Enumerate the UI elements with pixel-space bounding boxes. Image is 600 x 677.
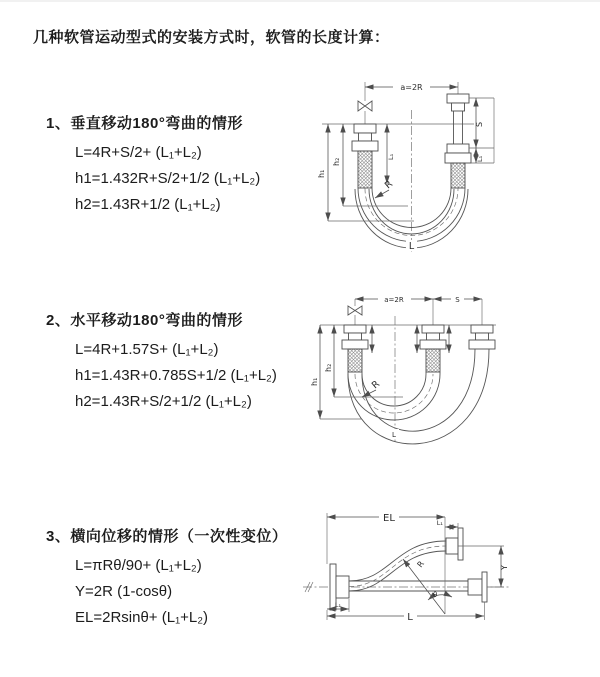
formula-list bbox=[75, 553, 287, 631]
section-vertical-move bbox=[46, 112, 260, 218]
dim-label-l: L bbox=[392, 431, 396, 439]
dim-label-r: R bbox=[382, 178, 395, 192]
dim-label-l: L bbox=[407, 612, 413, 623]
dim-label-s: S bbox=[475, 121, 484, 127]
dim-label-l1-top: L₁ bbox=[436, 519, 443, 527]
formula-line: h2=1.43R+S/2+1/2 (L₁+L₂) bbox=[75, 393, 252, 410]
section-horizontal-move bbox=[46, 309, 277, 415]
left-fitting bbox=[342, 325, 368, 372]
braided-hose-section bbox=[348, 349, 362, 372]
formula-line: L=4R+S/2+ (L₁+L₂) bbox=[75, 144, 202, 161]
right-fitting bbox=[445, 94, 471, 188]
braided-hose-section bbox=[358, 151, 372, 188]
diagram-horizontal-180-bend bbox=[308, 286, 518, 454]
formula-line: h1=1.43R+0.785S+1/2 (L₁+L₂) bbox=[75, 367, 277, 384]
braided-hose-section bbox=[451, 163, 465, 188]
dim-label-h2: h₂ bbox=[324, 363, 333, 372]
middle-fitting bbox=[420, 325, 446, 372]
valve-icon bbox=[348, 306, 362, 315]
dim-label-h2: h₂ bbox=[332, 157, 341, 166]
dim-label-h1: h₁ bbox=[317, 169, 326, 178]
formula-line: h1=1.432R+S/2+1/2 (L₁+L₂) bbox=[75, 170, 261, 187]
hose-straight-position bbox=[349, 581, 468, 591]
formula-line: L=4R+1.57S+ (L₁+L₂) bbox=[75, 341, 219, 358]
formula-list bbox=[75, 337, 277, 415]
upper-flange-displaced bbox=[446, 528, 463, 560]
dim-label-h1: h₁ bbox=[310, 377, 319, 386]
valve-icon bbox=[358, 101, 372, 111]
dim-label-s: S bbox=[455, 296, 460, 304]
formula-line: h2=1.43R+1/2 (L₁+L₂) bbox=[75, 196, 221, 213]
section-heading: 1、垂直移动180°弯曲的情形 bbox=[46, 115, 243, 132]
dim-label-el: EL bbox=[383, 513, 395, 524]
dim-label-y: Y bbox=[500, 565, 509, 570]
angle-arc bbox=[428, 595, 452, 600]
right-flange bbox=[468, 572, 487, 602]
dim-label-l1-bottom: L₁ bbox=[334, 601, 342, 609]
dim-label-l1-right: L₁ bbox=[476, 155, 484, 162]
hose-u-bend bbox=[348, 349, 489, 444]
dim-label-l1: L₁ bbox=[387, 153, 395, 160]
dim-label-l: L bbox=[408, 241, 415, 252]
section-heading: 2、水平移动180°弯曲的情形 bbox=[46, 312, 243, 329]
radius-leader bbox=[375, 190, 389, 198]
dim-label-r: R bbox=[369, 378, 382, 392]
formula-line: Y=2R (1-cosθ) bbox=[75, 583, 173, 600]
dim-label-theta: θ bbox=[433, 591, 438, 599]
section-lateral-displacement bbox=[46, 525, 287, 631]
braided-hose-section bbox=[426, 349, 440, 372]
formula-line: EL=2Rsinθ+ (L₁+L₂) bbox=[75, 609, 209, 626]
formula-line: L=πRθ/90+ (L₁+L₂) bbox=[75, 557, 202, 574]
page-title: 几种软管运动型式的安装方式时，软管的长度计算： bbox=[33, 29, 390, 46]
left-fitting bbox=[352, 124, 378, 188]
dim-label-a2r: a=2R bbox=[400, 83, 423, 92]
hose-displaced-position bbox=[349, 541, 446, 591]
dim-label-r: R bbox=[415, 559, 427, 570]
diagram-lateral-displacement bbox=[300, 500, 515, 635]
dim-label-a2r: a=2R bbox=[384, 296, 404, 304]
right-fitting-shifted bbox=[469, 325, 495, 349]
section-heading: 3、横向位移的情形（一次性变位） bbox=[46, 528, 288, 545]
formula-list bbox=[75, 140, 260, 218]
diagram-vertical-180-bend bbox=[308, 68, 508, 268]
